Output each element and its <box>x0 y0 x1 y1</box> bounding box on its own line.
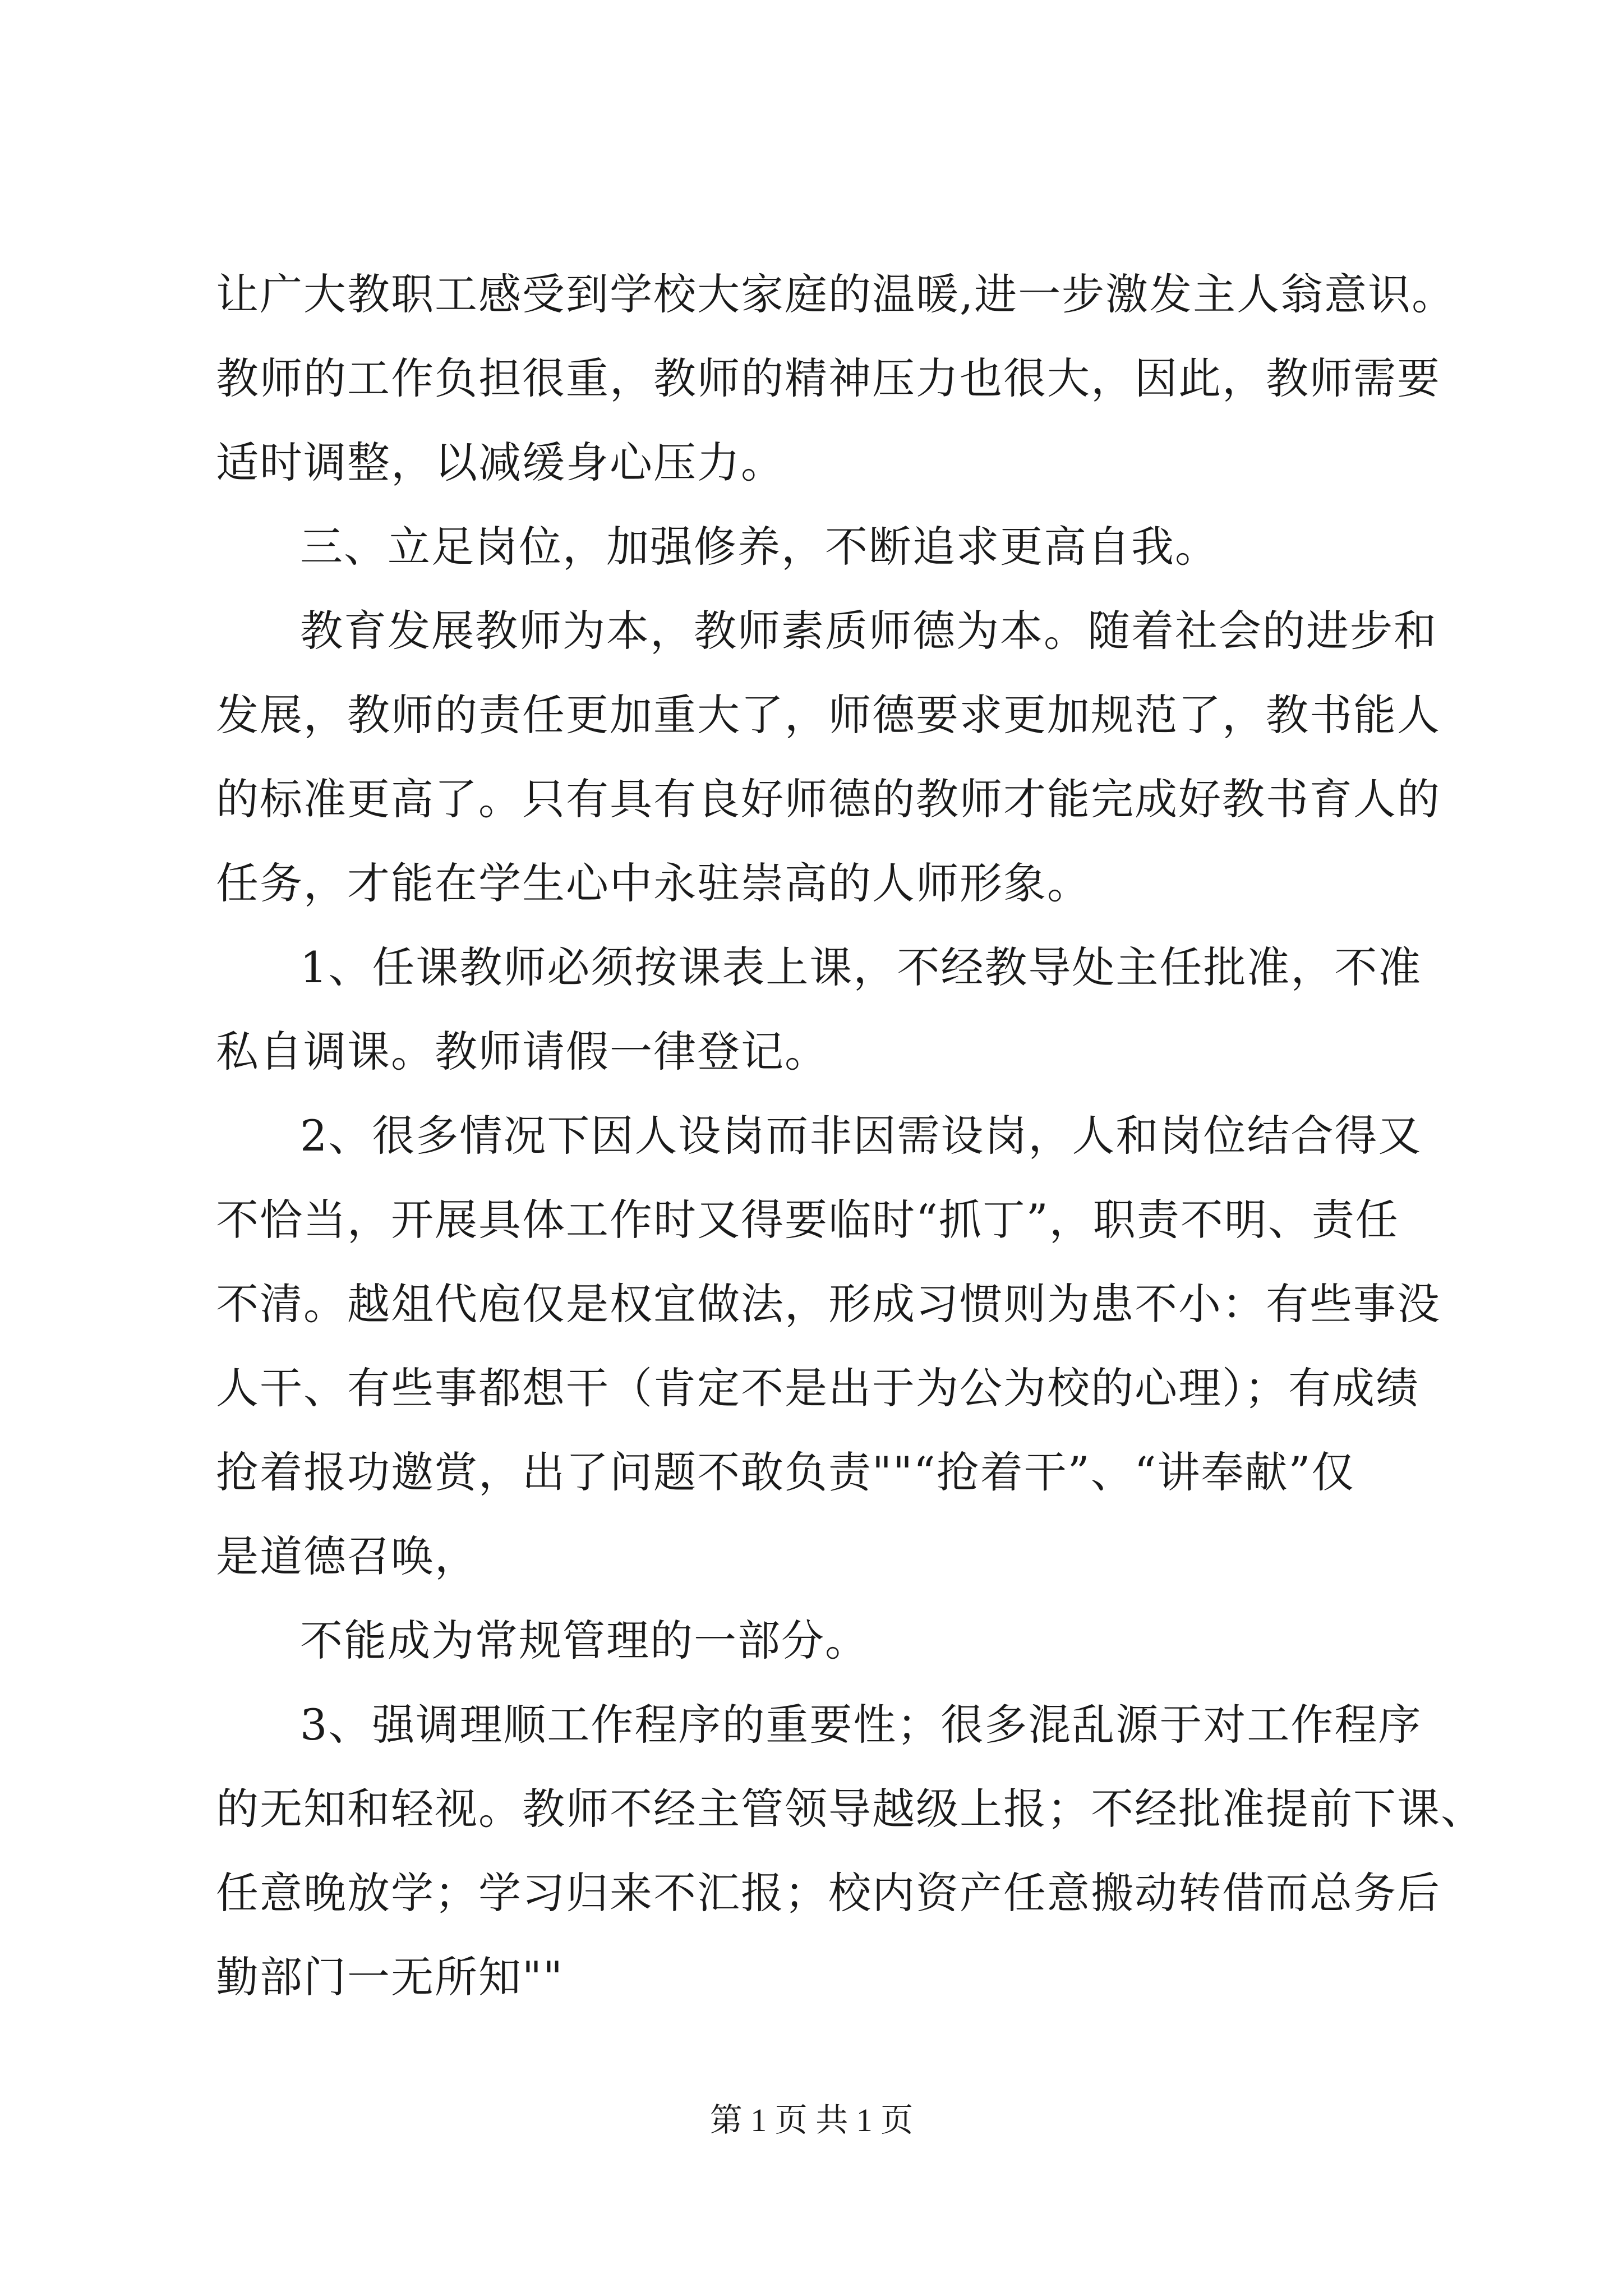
body-text-line: 让广大教职工感受到学校大家庭的温暖,进一步激发主人翁意识。 <box>216 269 1456 319</box>
body-text-line: 教师的工作负担很重，教师的精神压力也很大，因此，教师需要 <box>216 353 1441 403</box>
body-text-line: 的标准更高了。只有具有良好师德的教师才能完成好教书育人的 <box>216 774 1441 824</box>
list-item-line: 2、很多情况下因人设岗而非因需设岗，人和岗位结合得又 <box>300 1111 1422 1161</box>
page-number-footer: 第 1 页 共 1 页 <box>709 2102 914 2138</box>
section-heading: 三、立足岗位，加强修养，不断追求更高自我。 <box>300 522 1219 572</box>
list-item-line: 不清。越俎代庖仅是权宜做法，形成习惯则为患不小：有些事没 <box>216 1279 1441 1329</box>
list-item-line: 是道德召唤， <box>216 1531 478 1581</box>
list-item-line: 不恰当，开展具体工作时又得要临时“抓丁”，职责不明、责任 <box>216 1195 1399 1245</box>
body-text-line: 不能成为常规管理的一部分。 <box>300 1616 869 1665</box>
list-item-line: 任意晚放学；学习归来不汇报；校内资产任意搬动转借而总务后 <box>216 1868 1441 1918</box>
list-item-line: 3、强调理顺工作程序的重要性；很多混乱源于对工作程序 <box>300 1700 1422 1750</box>
list-item-line: 私自调课。教师请假一律登记。 <box>216 1027 828 1076</box>
list-item-line: 的无知和轻视。教师不经主管领导越级上报；不经批准提前下课、 <box>216 1784 1484 1834</box>
list-item-line: 1、任课教师必须按课表上课，不经教导处主任批准，不准 <box>300 942 1422 992</box>
body-text-line: 发展，教师的责任更加重大了，师德要求更加规范了，教书能人 <box>216 690 1441 740</box>
list-item-line: 人干、有些事都想干（肯定不是出于为公为校的心理）；有成绩 <box>216 1363 1419 1413</box>
list-item-line: 抢着报功邀赏，出了问题不敢负责""“抢着干”、“讲奉献”仅 <box>216 1447 1355 1497</box>
list-item-line: 勤部门一无所知"" <box>216 1952 564 2002</box>
body-text-line: 教育发展教师为本，教师素质师德为本。随着社会的进步和 <box>300 606 1437 656</box>
body-text-line: 任务，才能在学生心中永驻崇高的人师形象。 <box>216 858 1091 908</box>
body-text-line: 适时调整，以减缓身心压力。 <box>216 438 785 487</box>
